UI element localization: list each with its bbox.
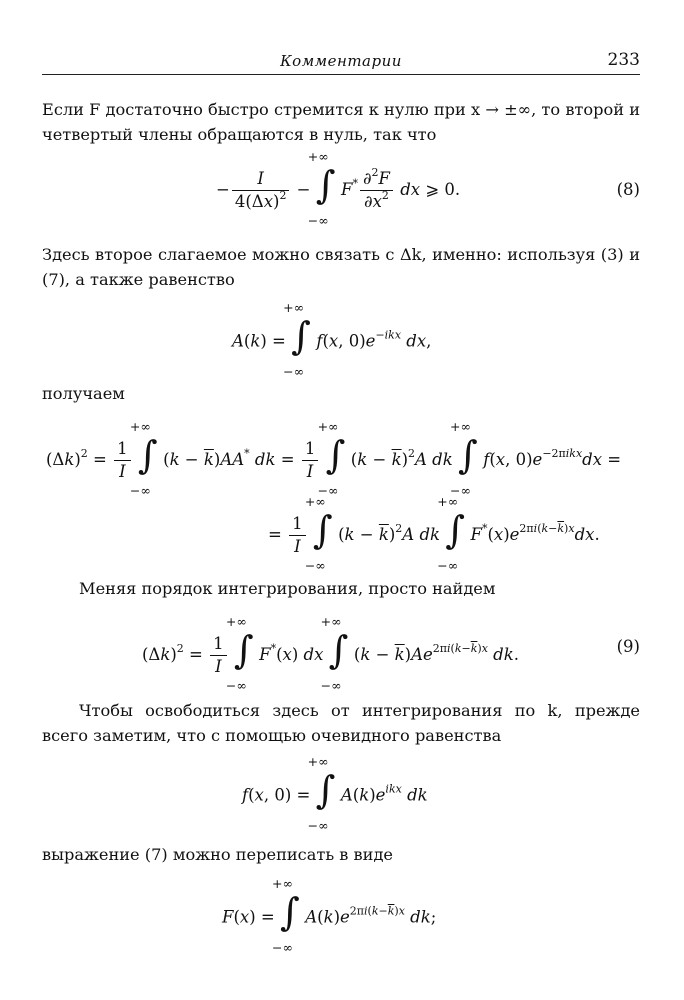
paragraph-6: выражение (7) можно переписать в виде [42, 845, 393, 864]
equation-8: − $\frac{I}{4(\Delta x)^2}$ − ∫ +∞ −∞ F* $\frac{\partial^2F}{\partial x^2}$ dx ⩾ 0. [216, 148, 461, 228]
page-number: 233 [607, 50, 640, 70]
equation-inverse-fourier: f(x, 0) = ∫ +∞ −∞ $A(k)e^{ikx}$ dk [242, 754, 428, 833]
equation-delta-k-line-2: = $\frac{1}{I}$ ∫ +∞ −∞ $(k - \overline{k})^2A$ dk ∫ +∞ −∞ $F^*(x)e^{2\pi i(k-\overline{k})x}dx$. [268, 493, 600, 573]
paragraph-4: Меняя порядок интегрирования, просто найдем [79, 579, 496, 598]
paragraph-3: получаем [42, 384, 125, 403]
equation-9: $(\Delta k)^2$ = $\frac{1}{I}$ ∫ +∞ −∞ F*(x) dx ∫ +∞ −∞ $(k - \overline{k})Ae^{2\pi i(k-\overline{k})x}$ dk. [142, 613, 519, 693]
equation-number-9: (9) [616, 637, 640, 656]
equation-fourier-a: A(k) = ∫ +∞ −∞ f(x, $0)e^{-ikx}$ dx, [232, 300, 432, 379]
paragraph-5: Чтобы освободиться здесь от интегрирования по k, прежде всего заметим, что с помощью очевидного равенства [42, 701, 640, 745]
paragraph-2: Здесь второе слагаемое можно связать с Δk, именно: используя (3) и (7), а также равенство [42, 245, 640, 289]
equation-number-8: (8) [616, 180, 640, 199]
equation-delta-k-line-1: $(\Delta k)^2$ = $\frac{1}{I}$ ∫ +∞ −∞ $(k - \overline{k})AA^*$ dk = $\frac{1}{I}$ ∫ +∞ −∞ $(k - \overline{k})^2A$ dk ∫ +∞ −∞ f(x, $0)e^{-2\pi ikx}dx$ = [46, 418, 622, 498]
running-header [42, 50, 640, 75]
running-title: Комментарии [280, 52, 402, 70]
paragraph-1: Если F достаточно быстро стремится к нулю при x → ±∞, то второй и четвертый члены обращаются в нуль, так что [42, 100, 640, 144]
equation-f-of-x: F(x) = ∫ +∞ −∞ $A(k)e^{2\pi i(k-\overline{k})x}$ dk; [222, 876, 437, 955]
